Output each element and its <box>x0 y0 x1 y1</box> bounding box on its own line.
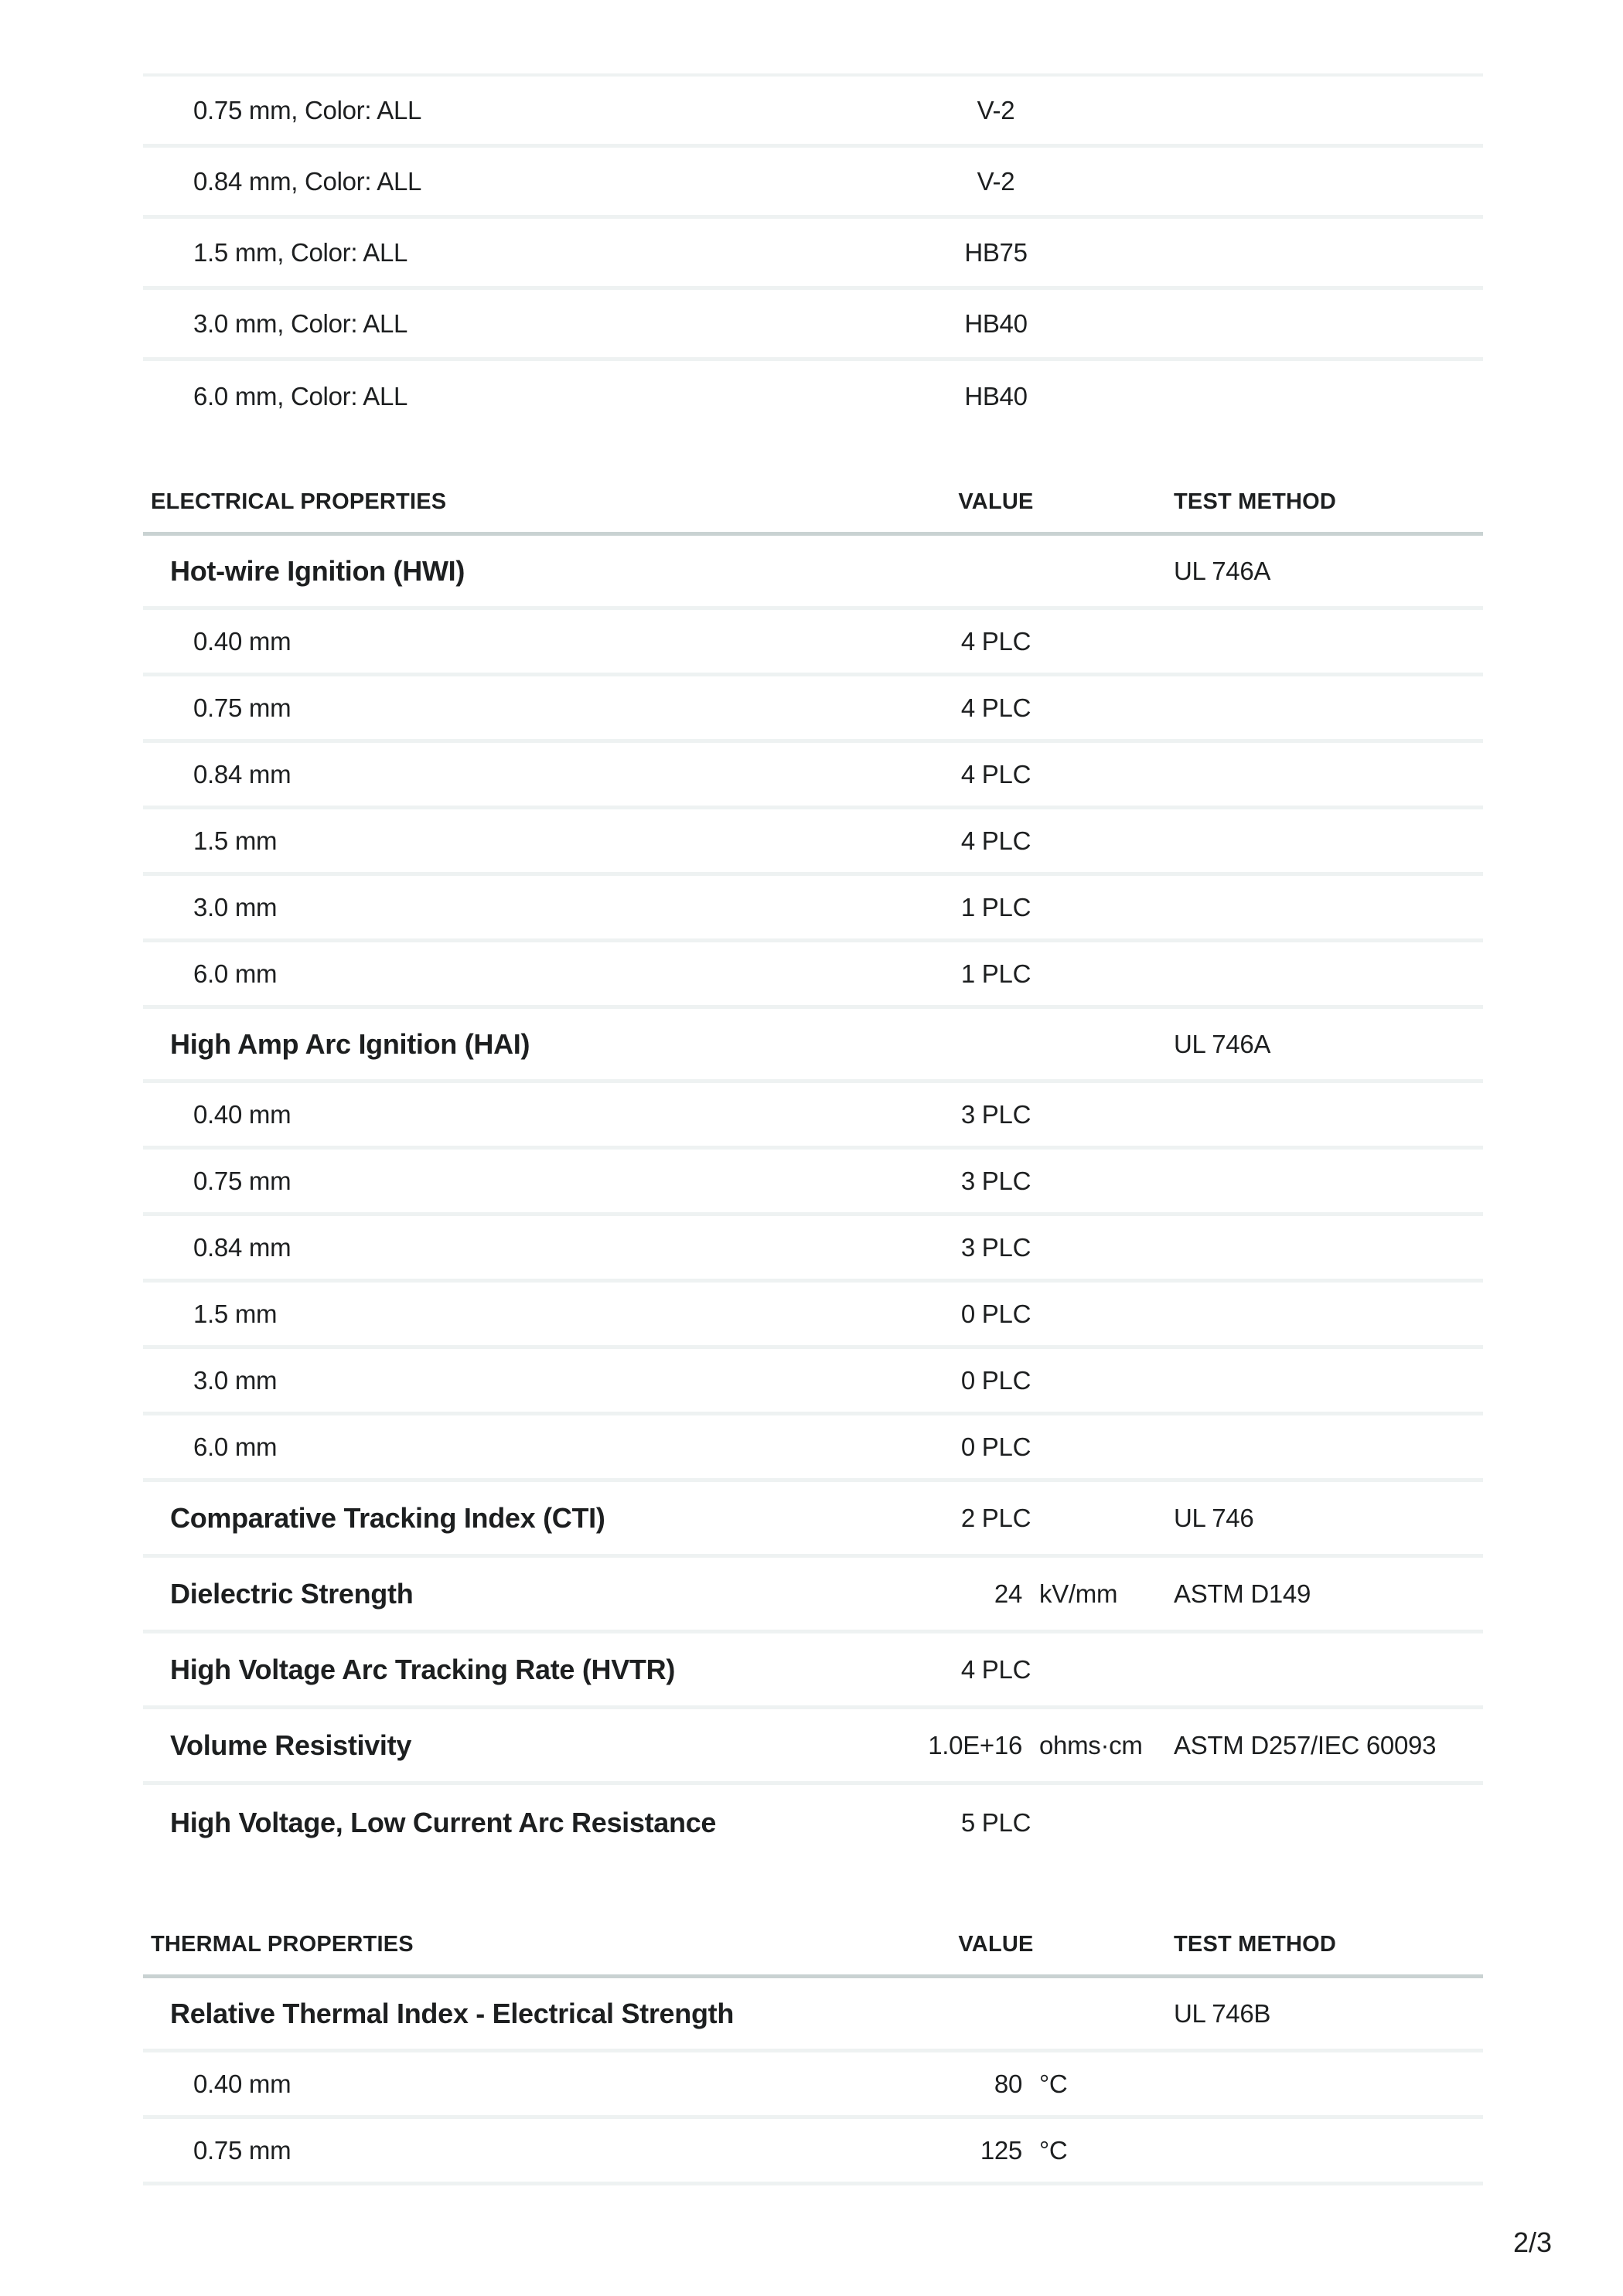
value-text: 5 PLC <box>960 1808 1031 1837</box>
value-text: V-2 <box>977 166 1015 196</box>
row-value <box>834 167 1158 196</box>
section-header <box>143 472 1483 536</box>
row-label: 0.75 mm, Color: ALL <box>193 95 422 124</box>
row-value <box>834 1655 1158 1685</box>
property-label: Hot-wire Ignition (HWI) <box>170 554 465 587</box>
table-row <box>143 290 1483 361</box>
value-text: 4 PLC <box>960 1654 1031 1684</box>
row-test-method: ASTM D149 <box>1174 1579 1311 1608</box>
row-label: 1.5 mm <box>193 826 278 855</box>
section-electrical-properties <box>143 472 1483 1861</box>
property-row <box>143 1709 1483 1785</box>
value-text: 4 PLC <box>960 826 1031 855</box>
value-text: 4 PLC <box>960 759 1031 789</box>
table-row <box>143 219 1483 290</box>
table-row <box>143 610 1483 676</box>
row-label: 6.0 mm <box>193 1432 278 1461</box>
table-row <box>143 942 1483 1009</box>
property-row <box>143 1009 1483 1083</box>
value-text: 0 PLC <box>960 1432 1031 1461</box>
row-label: 0.40 mm <box>193 1099 292 1129</box>
row-label: 0.75 mm <box>193 1166 292 1195</box>
value-unit: ohms·cm <box>1039 1730 1143 1759</box>
row-test-method: UL 746 <box>1174 1503 1254 1532</box>
property-label: Comparative Tracking Index (CTI) <box>170 1501 605 1534</box>
row-value <box>834 893 1158 922</box>
row-value <box>834 96 1158 125</box>
value-text: 1 PLC <box>960 892 1031 921</box>
row-label: 0.40 mm <box>193 626 292 656</box>
value-text: 3 PLC <box>960 1166 1031 1195</box>
row-value <box>834 1432 1158 1462</box>
row-value <box>834 1579 1158 1609</box>
row-label: 6.0 mm <box>193 959 278 988</box>
table-row <box>143 1415 1483 1482</box>
row-value <box>834 1300 1158 1329</box>
page-indicator: 2/3 <box>1512 2226 1552 2258</box>
row-value <box>834 1504 1158 1533</box>
table-row <box>143 1150 1483 1216</box>
property-label: Volume Resistivity <box>170 1729 412 1761</box>
value-text: 3 PLC <box>960 1232 1031 1262</box>
table-row <box>143 676 1483 743</box>
value-number: 80 <box>994 2069 1022 2098</box>
table-row <box>143 1283 1483 1349</box>
value-text: 1 PLC <box>960 959 1031 988</box>
table-row <box>143 2052 1483 2119</box>
value-unit: kV/mm <box>1039 1579 1118 1608</box>
row-value <box>834 1100 1158 1129</box>
property-label: High Voltage, Low Current Arc Resistance <box>170 1807 717 1838</box>
row-value <box>834 1366 1158 1395</box>
row-label: 0.40 mm <box>193 2069 292 2098</box>
table-row <box>143 1083 1483 1150</box>
row-value <box>834 826 1158 856</box>
value-text: 2 PLC <box>960 1503 1031 1532</box>
table-row <box>143 876 1483 942</box>
method-column-header: TEST METHOD <box>1174 1932 1337 1957</box>
property-row <box>143 1558 1483 1633</box>
row-value <box>834 1808 1158 1838</box>
row-label: 1.5 mm <box>193 1299 278 1328</box>
property-row <box>143 1978 1483 2052</box>
row-value <box>834 238 1158 267</box>
row-test-method: UL 746A <box>1174 1029 1271 1058</box>
row-value <box>834 959 1158 989</box>
table-row <box>143 1349 1483 1415</box>
property-row <box>143 1482 1483 1558</box>
value-unit: °C <box>1039 2069 1068 2098</box>
row-value <box>834 693 1158 723</box>
table-row <box>143 2119 1483 2185</box>
value-text: 4 PLC <box>960 626 1031 656</box>
row-label: 0.75 mm <box>193 2135 292 2165</box>
row-value <box>834 382 1158 411</box>
value-unit: °C <box>1039 2135 1068 2165</box>
section-title: THERMAL PROPERTIES <box>151 1932 414 1957</box>
value-number: 125 <box>980 2135 1022 2165</box>
row-value <box>834 1233 1158 1262</box>
row-label: 0.75 mm <box>193 693 292 722</box>
row-label: 1.5 mm, Color: ALL <box>193 237 408 267</box>
value-number: 24 <box>994 1579 1022 1608</box>
property-row <box>143 1785 1483 1861</box>
method-column-header: TEST METHOD <box>1174 489 1337 514</box>
value-text: HB40 <box>964 382 1028 410</box>
continuation-table <box>143 73 1483 432</box>
row-label: 6.0 mm, Color: ALL <box>193 382 408 410</box>
row-label: 0.84 mm <box>193 1232 292 1262</box>
value-column-header: VALUE <box>958 489 1034 514</box>
row-label: 3.0 mm <box>193 892 278 921</box>
value-column-header: VALUE <box>958 1932 1034 1957</box>
section-title: ELECTRICAL PROPERTIES <box>151 489 447 514</box>
row-value <box>834 2069 1158 2099</box>
row-label: 3.0 mm, Color: ALL <box>193 308 408 338</box>
row-value <box>834 1731 1158 1760</box>
property-label: High Amp Arc Ignition (HAI) <box>170 1027 530 1060</box>
section-thermal-properties <box>143 1915 1483 2185</box>
value-text: HB75 <box>964 237 1028 267</box>
property-label: High Voltage Arc Tracking Rate (HVTR) <box>170 1653 676 1685</box>
row-test-method: UL 746B <box>1174 1998 1271 2028</box>
property-label: Relative Thermal Index - Electrical Strength <box>170 1997 735 2029</box>
row-test-method: UL 746A <box>1174 556 1271 585</box>
property-label: Dielectric Strength <box>170 1577 414 1610</box>
row-value <box>834 309 1158 339</box>
row-value <box>834 1167 1158 1196</box>
row-value <box>834 627 1158 656</box>
value-text: 4 PLC <box>960 693 1031 722</box>
table-row <box>143 77 1483 148</box>
table-row <box>143 148 1483 219</box>
row-test-method: ASTM D257/IEC 60093 <box>1174 1730 1437 1759</box>
property-sections <box>143 472 1483 2185</box>
section-header <box>143 1915 1483 1978</box>
value-text: HB40 <box>964 308 1028 338</box>
value-text: V-2 <box>977 95 1015 124</box>
property-row <box>143 536 1483 610</box>
page-content <box>143 0 1483 2185</box>
row-label: 0.84 mm, Color: ALL <box>193 166 422 196</box>
row-label: 3.0 mm <box>193 1365 278 1395</box>
table-row <box>143 743 1483 809</box>
value-text: 3 PLC <box>960 1099 1031 1129</box>
value-text: 0 PLC <box>960 1299 1031 1328</box>
value-text: 0 PLC <box>960 1365 1031 1395</box>
value-number: 1.0E+16 <box>928 1730 1022 1759</box>
table-row <box>143 1216 1483 1283</box>
table-row <box>143 809 1483 876</box>
property-row <box>143 1633 1483 1709</box>
row-value <box>834 2136 1158 2165</box>
table-row <box>143 361 1483 432</box>
row-value <box>834 760 1158 789</box>
row-label: 0.84 mm <box>193 759 292 789</box>
